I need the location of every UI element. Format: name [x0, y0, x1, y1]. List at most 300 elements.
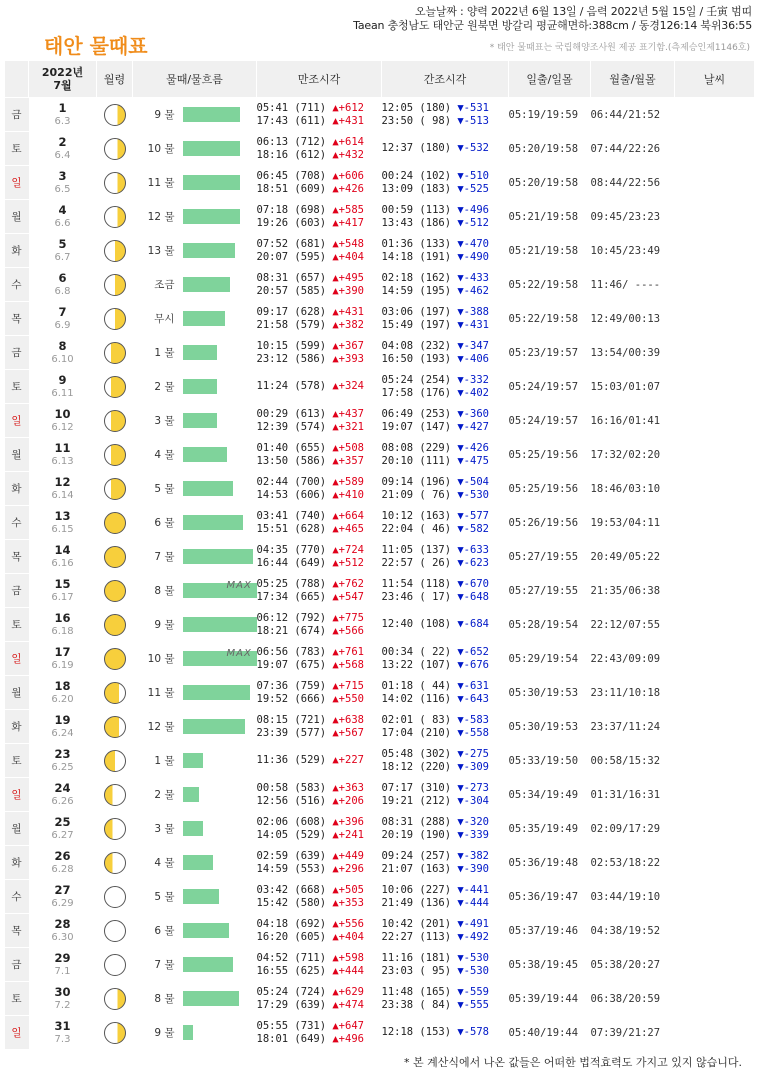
moon-phase-icon	[104, 988, 126, 1010]
high-tide-2: 19:52 (666)	[256, 692, 333, 705]
moon-phase-icon	[104, 648, 126, 670]
tide-table-body	[5, 98, 755, 1050]
low-tide-1-change: ▼-577	[457, 509, 489, 522]
low-tide-2-change: ▼-304	[457, 794, 489, 807]
low-tide-1: 11:16 (181)	[381, 951, 458, 964]
weekday-cell: 화	[5, 472, 29, 506]
high-tide-1-change: ▲+495	[332, 271, 364, 284]
high-tide-2: 21:58 (579)	[256, 318, 333, 331]
high-tide-1-change: ▲+598	[332, 951, 364, 964]
flow-bar	[183, 243, 235, 258]
weekday-cell: 수	[5, 506, 29, 540]
moon-phase-icon	[104, 138, 126, 160]
weather-cell	[675, 574, 755, 608]
weekday-cell: 일	[5, 1016, 29, 1050]
solar-date: 26	[54, 848, 71, 863]
high-tide-cell	[257, 778, 382, 812]
date-cell	[29, 234, 97, 268]
low-tide-1-change: ▼-633	[457, 543, 489, 556]
low-tide-2-change: ▼-530	[457, 488, 489, 501]
moonrise-moonset: 23:11/10:18	[591, 676, 675, 710]
moonrise-moonset: 22:43/09:09	[591, 642, 675, 676]
high-tide-1-change: ▲+724	[332, 543, 364, 556]
table-row	[5, 540, 755, 574]
solar-date: 13	[54, 508, 71, 523]
weekday-cell: 화	[5, 710, 29, 744]
solar-date: 5	[58, 236, 67, 251]
date-cell	[29, 370, 97, 404]
date-cell	[29, 404, 97, 438]
table-row	[5, 268, 755, 302]
sunrise-sunset: 05:25/19:56	[509, 438, 591, 472]
low-tide-2-change: ▼-513	[457, 114, 489, 127]
high-tide-2: 20:57 (585)	[256, 284, 333, 297]
lunar-date: 6.4	[54, 149, 71, 161]
low-tide-1-change: ▼-275	[457, 747, 489, 760]
moonrise-moonset: 17:32/02:20	[591, 438, 675, 472]
low-tide-cell	[382, 608, 509, 642]
low-tide-cell	[382, 234, 509, 268]
high-tide-1: 06:13 (712)	[256, 135, 333, 148]
flow-bar	[183, 957, 233, 972]
date-cell	[29, 438, 97, 472]
flow-bar	[183, 379, 217, 394]
table-row	[5, 472, 755, 506]
sunrise-sunset: 05:26/19:56	[509, 506, 591, 540]
date-cell	[29, 268, 97, 302]
flow-bar	[183, 1025, 193, 1040]
high-tide-1-change: ▲+589	[332, 475, 364, 488]
low-tide-1-change: ▼-388	[457, 305, 489, 318]
flow-bar	[183, 821, 203, 836]
flow-bar	[183, 515, 243, 530]
table-row	[5, 370, 755, 404]
max-label: MAX	[226, 580, 252, 591]
moon-phase-icon	[104, 240, 126, 262]
sunrise-sunset: 05:29/19:54	[509, 642, 591, 676]
low-tide-1-change: ▼-332	[457, 373, 489, 386]
moon-phase-icon	[104, 512, 126, 534]
high-tide-2-change: ▲+465	[332, 522, 364, 535]
sunrise-sunset: 05:36/19:48	[509, 846, 591, 880]
low-tide-2-change: ▼-492	[457, 930, 489, 943]
moon-phase-icon	[104, 342, 126, 364]
solar-date: 6	[58, 270, 67, 285]
flow-bar	[183, 923, 229, 938]
table-row	[5, 166, 755, 200]
sunrise-sunset: 05:35/19:49	[509, 812, 591, 846]
low-tide-1-change: ▼-559	[457, 985, 489, 998]
high-tide-2: 20:07 (595)	[256, 250, 333, 263]
low-tide-1: 12:37 (180)	[381, 142, 458, 154]
low-tide-cell	[382, 438, 509, 472]
lunar-date: 6.13	[51, 455, 74, 467]
low-tide-2-change: ▼-390	[457, 862, 489, 875]
moon-phase-icon	[104, 682, 126, 704]
moon-cell	[97, 166, 133, 200]
sunrise-sunset: 05:21/19:58	[509, 234, 591, 268]
weather-cell	[675, 404, 755, 438]
weekday-cell: 토	[5, 370, 29, 404]
high-tide-cell	[257, 268, 382, 302]
high-tide-2-change: ▲+568	[332, 658, 364, 671]
low-tide-1-change: ▼-360	[457, 407, 489, 420]
moonrise-moonset: 19:53/04:11	[591, 506, 675, 540]
moonrise-moonset: 23:37/11:24	[591, 710, 675, 744]
low-tide-1: 12:18 (153)	[381, 1026, 458, 1038]
high-tide-1: 05:24 (724)	[256, 985, 333, 998]
high-tide-2-change: ▲+432	[332, 148, 364, 161]
low-tide-cell	[382, 404, 509, 438]
flow-cell	[181, 302, 257, 336]
sunrise-sunset: 05:20/19:58	[509, 166, 591, 200]
high-tide-cell	[257, 404, 382, 438]
low-tide-1: 00:24 (102)	[381, 169, 458, 182]
low-tide-cell	[382, 1016, 509, 1050]
high-tide-1-change: ▲+612	[332, 101, 364, 114]
solar-date: 7	[58, 304, 67, 319]
moon-cell	[97, 676, 133, 710]
tide-name: 3 물	[133, 812, 181, 846]
moon-phase-icon	[104, 886, 126, 908]
low-tide-1-change: ▼-652	[457, 645, 489, 658]
low-tide-1: 09:14 (196)	[381, 475, 458, 488]
low-tide-1: 05:48 (302)	[381, 747, 458, 760]
tide-name: 1 물	[133, 336, 181, 370]
moon-cell	[97, 982, 133, 1016]
low-tide-cell	[382, 948, 509, 982]
high-tide-cell	[257, 812, 382, 846]
lunar-date: 6.17	[51, 591, 74, 603]
lunar-date: 6.8	[54, 285, 71, 297]
high-tide-cell	[257, 574, 382, 608]
low-tide-1-change: ▼-530	[457, 951, 489, 964]
high-tide-2: 18:01 (649)	[256, 1032, 333, 1045]
high-tide-2-change: ▲+426	[332, 182, 364, 195]
low-tide-2: 13:22 (107)	[381, 658, 458, 671]
solar-date: 18	[54, 678, 71, 693]
date-header-label: 2022년 7월	[41, 66, 84, 92]
weekday-cell: 일	[5, 166, 29, 200]
flow-bar	[183, 685, 250, 700]
table-row	[5, 676, 755, 710]
moon-phase-icon	[104, 444, 126, 466]
sunrise-sunset: 05:22/19:58	[509, 268, 591, 302]
solar-date: 1	[58, 100, 67, 115]
high-tide-cell	[257, 1016, 382, 1050]
low-tide-cell	[382, 132, 509, 166]
low-tide-2: 23:46 ( 17)	[381, 590, 458, 603]
lunar-date: 6.25	[51, 761, 74, 773]
table-row	[5, 302, 755, 336]
sunrise-sunset: 05:36/19:47	[509, 880, 591, 914]
high-tide-cell	[257, 880, 382, 914]
high-tide-1-change: ▲+761	[332, 645, 364, 658]
high-tide-cell	[257, 676, 382, 710]
low-tide-cell	[382, 710, 509, 744]
low-tide-cell	[382, 880, 509, 914]
source-note: * 태안 물때표는 국립해양조사원 제공 표기함.(측제승인제1146호)	[489, 43, 750, 53]
high-tide-1-change: ▲+227	[332, 754, 364, 766]
high-tide-1: 05:55 (731)	[256, 1019, 333, 1032]
high-tide-2-change: ▲+547	[332, 590, 364, 603]
low-tide-1: 10:06 (227)	[381, 883, 458, 896]
low-tide-cell	[382, 642, 509, 676]
high-tide-2-change: ▲+393	[332, 352, 364, 365]
low-tide-1: 10:12 (163)	[381, 509, 458, 522]
weekday-cell: 목	[5, 914, 29, 948]
date-cell	[29, 846, 97, 880]
moon-cell	[97, 200, 133, 234]
weather-cell	[675, 336, 755, 370]
low-tide-1-change: ▼-532	[457, 142, 489, 154]
moon-cell	[97, 438, 133, 472]
solar-date: 11	[54, 440, 71, 455]
low-tide-2: 18:12 (220)	[381, 760, 458, 773]
moonrise-moonset: 06:44/21:52	[591, 98, 675, 132]
high-tide-1: 07:36 (759)	[256, 679, 333, 692]
low-tide-2-change: ▼-582	[457, 522, 489, 535]
low-tide-2-change: ▼-643	[457, 692, 489, 705]
flow-cell	[181, 642, 257, 676]
flow-bar	[183, 549, 253, 564]
lunar-date: 6.24	[51, 727, 74, 739]
weekday-cell: 일	[5, 642, 29, 676]
flow-cell	[181, 1016, 257, 1050]
weather-cell	[675, 914, 755, 948]
date-cell	[29, 302, 97, 336]
moon-cell	[97, 540, 133, 574]
high-tide-1: 11:24 (578)	[256, 380, 333, 392]
table-row	[5, 574, 755, 608]
moon-cell	[97, 880, 133, 914]
flow-cell	[181, 608, 257, 642]
weekday-cell: 월	[5, 200, 29, 234]
lunar-date: 6.10	[51, 353, 74, 365]
lunar-date: 6.5	[54, 183, 71, 195]
moon-cell	[97, 506, 133, 540]
weather-cell	[675, 812, 755, 846]
tide-name: 3 물	[133, 404, 181, 438]
high-tide-cell	[257, 98, 382, 132]
flow-bar	[183, 787, 199, 802]
low-tide-1-change: ▼-578	[457, 1026, 489, 1038]
low-tide-1: 11:48 (165)	[381, 985, 458, 998]
flow-cell	[181, 778, 257, 812]
high-tide-cell	[257, 642, 382, 676]
sunrise-sunset: 05:37/19:46	[509, 914, 591, 948]
date-cell	[29, 1016, 97, 1050]
tide-name: 5 물	[133, 472, 181, 506]
weather-cell	[675, 676, 755, 710]
moonrise-moonset: 08:44/22:56	[591, 166, 675, 200]
moon-cell	[97, 132, 133, 166]
high-tide-1: 08:15 (721)	[256, 713, 333, 726]
table-row	[5, 948, 755, 982]
high-tide-2: 17:29 (639)	[256, 998, 333, 1011]
moonrise-moonset: 13:54/00:39	[591, 336, 675, 370]
low-tide-2: 23:03 ( 95)	[381, 964, 458, 977]
today-date-info: 오늘날짜 : 양력 2022년 6월 13일 / 음력 2022년 5월 15일 / 壬寅 범띠	[415, 5, 752, 18]
low-tide-1: 00:59 (113)	[381, 203, 458, 216]
low-tide-1: 01:18 ( 44)	[381, 679, 458, 692]
low-tide-2-change: ▼-475	[457, 454, 489, 467]
high-tide-2: 16:55 (625)	[256, 964, 333, 977]
table-header-row	[5, 61, 755, 98]
low-tide-1-change: ▼-433	[457, 271, 489, 284]
high-tide-1-change: ▲+614	[332, 135, 364, 148]
weekday-cell: 금	[5, 574, 29, 608]
moonrise-moonset: 12:49/00:13	[591, 302, 675, 336]
weekday-cell: 토	[5, 132, 29, 166]
low-tide-2: 22:04 ( 46)	[381, 522, 458, 535]
lunar-date: 6.7	[54, 251, 71, 263]
lunar-date: 6.27	[51, 829, 74, 841]
flow-bar	[183, 719, 245, 734]
moon-cell	[97, 302, 133, 336]
moon-cell	[97, 812, 133, 846]
table-row	[5, 506, 755, 540]
lunar-date: 6.16	[51, 557, 74, 569]
table-row	[5, 744, 755, 778]
tide-name: 9 물	[133, 1016, 181, 1050]
moon-cell	[97, 948, 133, 982]
sunrise-sunset: 05:28/19:54	[509, 608, 591, 642]
high-tide-1: 02:06 (608)	[256, 815, 333, 828]
low-tide-cell	[382, 846, 509, 880]
tide-name: 12 물	[133, 710, 181, 744]
moonrise-moonset: 01:31/16:31	[591, 778, 675, 812]
weather-cell	[675, 98, 755, 132]
high-tide-1: 06:56 (783)	[256, 645, 333, 658]
tide-name: 2 물	[133, 370, 181, 404]
weather-cell	[675, 608, 755, 642]
flow-bar	[183, 889, 219, 904]
high-tide-cell	[257, 166, 382, 200]
flow-cell	[181, 472, 257, 506]
solar-date: 12	[54, 474, 71, 489]
flow-cell	[181, 166, 257, 200]
moon-phase-icon	[104, 308, 126, 330]
lunar-date: 6.29	[51, 897, 74, 909]
moonrise-header: 월출/월몰	[591, 61, 675, 98]
tide-name: 9 물	[133, 98, 181, 132]
high-tide-2-change: ▲+444	[332, 964, 364, 977]
weather-cell	[675, 506, 755, 540]
table-row	[5, 98, 755, 132]
high-tide-cell	[257, 302, 382, 336]
sunrise-sunset: 05:33/19:50	[509, 744, 591, 778]
flow-bar	[183, 107, 240, 122]
low-tide-cell	[382, 472, 509, 506]
flow-cell	[181, 914, 257, 948]
sunrise-sunset: 05:39/19:44	[509, 982, 591, 1016]
low-tide-2: 17:58 (176)	[381, 386, 458, 399]
low-tide-2-change: ▼-648	[457, 590, 489, 603]
table-row	[5, 642, 755, 676]
high-tide-cell	[257, 472, 382, 506]
moonrise-moonset: 02:09/17:29	[591, 812, 675, 846]
tide-name: 무시	[133, 302, 181, 336]
solar-date: 29	[54, 950, 71, 965]
low-tide-2-change: ▼-427	[457, 420, 489, 433]
high-tide-2-change: ▲+382	[332, 318, 364, 331]
moon-cell	[97, 744, 133, 778]
moonrise-moonset: 18:46/03:10	[591, 472, 675, 506]
tide-name: 12 물	[133, 200, 181, 234]
low-tide-1-change: ▼-441	[457, 883, 489, 896]
high-tide-cell	[257, 438, 382, 472]
weather-cell	[675, 710, 755, 744]
moonrise-moonset: 03:44/19:10	[591, 880, 675, 914]
high-tide-1-change: ▲+548	[332, 237, 364, 250]
lunar-date: 6.20	[51, 693, 74, 705]
tide-name: 6 물	[133, 914, 181, 948]
high-tide-header: 만조시각	[257, 61, 382, 98]
moon-cell	[97, 472, 133, 506]
high-tide-2: 16:44 (649)	[256, 556, 333, 569]
low-tide-1-change: ▼-583	[457, 713, 489, 726]
tide-name: 4 물	[133, 846, 181, 880]
weekday-cell: 금	[5, 98, 29, 132]
low-tide-1: 11:05 (137)	[381, 543, 458, 556]
high-tide-1: 04:35 (770)	[256, 543, 333, 556]
low-tide-2: 13:43 (186)	[381, 216, 458, 229]
lunar-date: 7.3	[54, 1033, 71, 1045]
low-tide-cell	[382, 812, 509, 846]
moonrise-moonset: 16:16/01:41	[591, 404, 675, 438]
table-row	[5, 914, 755, 948]
high-tide-2-change: ▲+404	[332, 250, 364, 263]
low-tide-2-change: ▼-525	[457, 182, 489, 195]
moon-phase-icon	[104, 104, 126, 126]
solar-date: 8	[58, 338, 67, 353]
high-tide-1-change: ▲+431	[332, 305, 364, 318]
solar-date: 10	[54, 406, 71, 421]
flow-cell	[181, 880, 257, 914]
tide-header: 물때/물흐름	[133, 61, 257, 98]
high-tide-2-change: ▲+353	[332, 896, 364, 909]
high-tide-2: 18:51 (609)	[256, 182, 333, 195]
tide-name: 8 물	[133, 574, 181, 608]
moonrise-moonset: 10:45/23:49	[591, 234, 675, 268]
sunrise-sunset: 05:19/19:59	[509, 98, 591, 132]
date-cell	[29, 506, 97, 540]
high-tide-2-change: ▲+417	[332, 216, 364, 229]
high-tide-2-change: ▲+512	[332, 556, 364, 569]
high-tide-1: 06:12 (792)	[256, 611, 333, 624]
flow-bar	[183, 345, 217, 360]
tide-name: 13 물	[133, 234, 181, 268]
flow-cell	[181, 234, 257, 268]
low-tide-cell	[382, 166, 509, 200]
solar-date: 24	[54, 780, 71, 795]
low-tide-1: 05:24 (254)	[381, 373, 458, 386]
flow-bar	[183, 141, 240, 156]
moon-phase-icon	[104, 172, 126, 194]
flow-cell	[181, 438, 257, 472]
weather-cell	[675, 302, 755, 336]
sunrise-sunset: 05:25/19:56	[509, 472, 591, 506]
low-tide-1: 01:36 (133)	[381, 237, 458, 250]
flow-cell	[181, 846, 257, 880]
flow-bar	[183, 447, 227, 462]
low-tide-2-change: ▼-490	[457, 250, 489, 263]
high-tide-2: 14:59 (553)	[256, 862, 333, 875]
date-cell	[29, 200, 97, 234]
low-tide-2-change: ▼-309	[457, 760, 489, 773]
table-row	[5, 608, 755, 642]
